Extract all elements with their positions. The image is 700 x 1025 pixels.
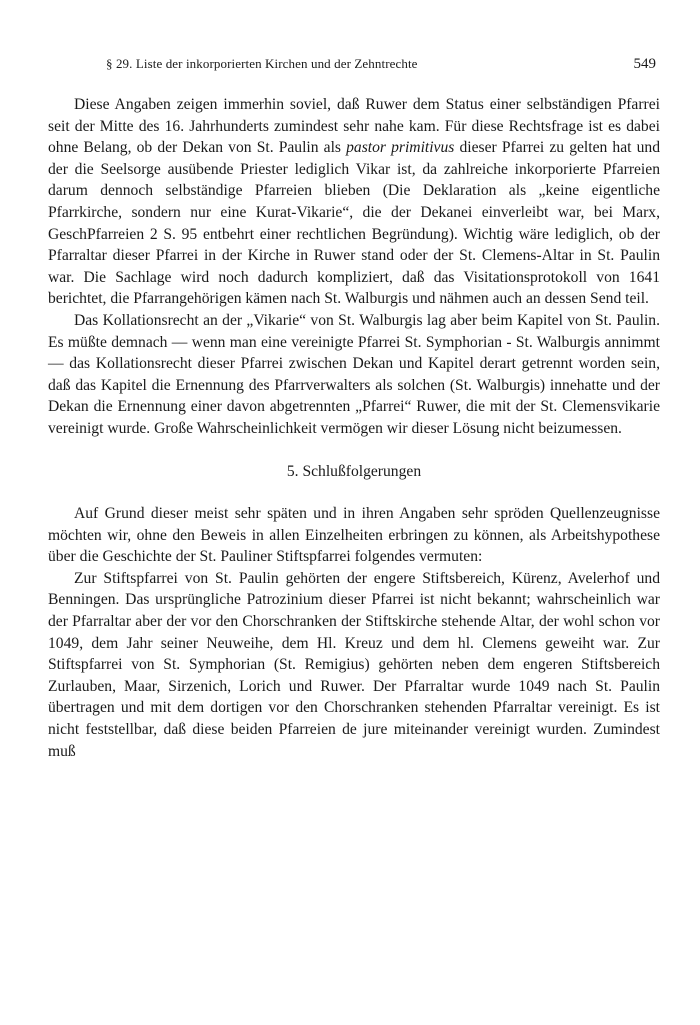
paragraph-ruwer-status	[48, 94, 660, 310]
book-page	[48, 0, 660, 762]
running-header	[48, 56, 660, 82]
running-title: § 29. Liste der inkorporierten Kirchen und der Zehntrechte	[106, 56, 418, 71]
page-number: 549	[633, 56, 656, 72]
italic-term: pastor primitivus	[346, 139, 455, 157]
paragraph-text: dieser Pfarrei zu gelten hat und der die Seelsorge ausübende Priester lediglich Vikar ist, da zahlreiche inkorporierte Pfarreien darum dennoch selbständige Pfarreien blieben (Die Deklaration als „keine eigentliche Pfarrkirche, sondern nur eine Kurat-Vikarie“, die der Dekanei einverleibt war, bei Marx, GeschPfarreien 2 S. 95 entbehrt einer rechtlichen Begründung). Wichtig wäre lediglich, ob der Pfarraltar dieser Pfarrei in der Kirche in Ruwer stand oder der St. Clemens-Altar in St. Paulin war. Die Sachlage wird noch dadurch kompliziert, daß das Visitationsprotokoll von 1641 berichtet, die Pfarrangehörigen kämen nach St. Walburgis und nähmen auch an dessen Send teil.	[48, 139, 660, 308]
paragraph-text: Diese Angaben zeigen immerhin soviel, daß Ruwer dem Status einer selbständigen Pfarrei seit der Mitte des 16. Jahrhunderts zumindest sehr nahe kam. Für diese Rechtsfrage ist es dabei ohne Belang, ob der Dekan von St. Paulin als	[48, 96, 660, 157]
paragraph-arbeitshypothese: Auf Grund dieser meist sehr späten und in ihren Angaben sehr spröden Quellenzeugnisse möchten wir, ohne den Beweis in allen Einzelheiten erbringen zu können, als Arbeitshypothese über die Geschichte der St. Pauliner Stiftspfarrei folgendes vermuten:	[48, 505, 660, 566]
section-heading: 5. Schlußfolgerungen	[286, 462, 422, 480]
paragraph-kollationsrecht: Das Kollationsrecht an der „Vikarie“ von St. Walburgis lag aber beim Kapitel von St. Paulin. Es müßte demnach — wenn man eine vereinigte Pfarrei St. Symphorian - St. Walburgis annimmt — das Kollationsrecht dieser Pfarrei zwischen Dekan und Kapitel derart getrennt worden sein, daß das Kapitel die Ernennung des Pfarrverwalters als solchen (St. Walburgis) innehatte und der Dekan die Ernennung einer davon abgetrennten „Pfarrei“ Ruwer, die mit der St. Clemensvikarie vereinigt wurde. Große Wahrscheinlichkeit vermögen wir dieser Lösung nicht beizumessen.	[48, 311, 660, 437]
body-text	[48, 94, 660, 762]
paragraph-stiftspfarrei: Zur Stiftspfarrei von St. Paulin gehörten der engere Stiftsbereich, Kürenz, Avelerhof und Benningen. Das ursprüngliche Patrozinium dieser Pfarrei ist nicht bekannt; wahrscheinlich war der Pfarraltar aber der vor den Chorschranken der Stiftskirche stehende Altar, der wohl schon vor 1049, dem Jahr seiner Neuweihe, dem Hl. Kreuz und dem hl. Clemens geweiht war. Zur Stiftspfarrei von St. Symphorian (St. Remigius) gehörten neben dem engeren Stiftsbereich Zurlauben, Maar, Sirzenich, Lorich und Ruwer. Der Pfarraltar wurde 1049 nach St. Paulin übertragen und mit dem dortigen vor den Chorschranken stehenden Pfarraltar vereinigt. Es ist nicht feststellbar, daß diese beiden Pfarreien de jure miteinander vereinigt wurden. Zumindest muß	[48, 569, 660, 760]
